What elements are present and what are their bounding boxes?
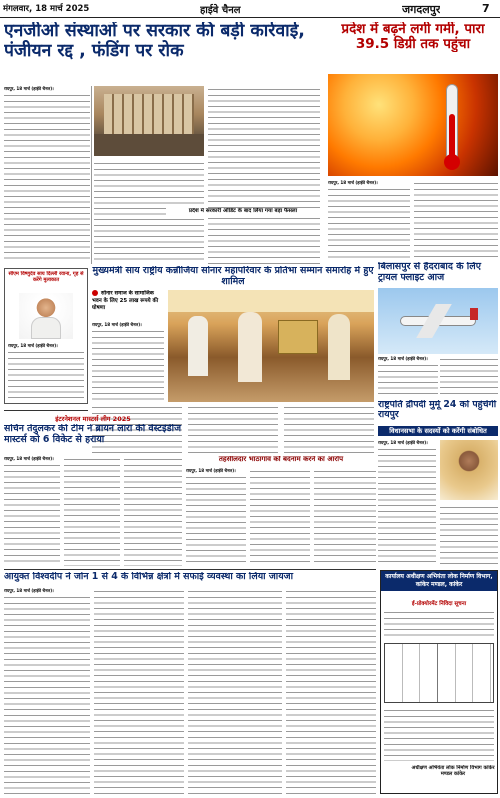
president-body-1 xyxy=(378,446,436,566)
lead-photo xyxy=(94,86,204,156)
lead-col-1 xyxy=(4,86,90,264)
mid-body-3 xyxy=(314,468,376,566)
bottom-col-4 xyxy=(286,588,376,794)
tender-notice xyxy=(380,570,498,794)
bottom-body-1 xyxy=(4,594,90,794)
heat-photo xyxy=(328,74,498,176)
page-number: 7 xyxy=(482,2,490,15)
cm-body-3 xyxy=(188,404,278,454)
lead-body-3 xyxy=(208,86,320,264)
mid-headline: तहसीलदार भाठागांव को बदनाम करने का आरोप xyxy=(218,456,344,463)
cm-lede-text: सोनार समाज के सामाजिक भवन के लिए 25 लाख रूपये की घोषणा xyxy=(92,290,159,311)
issue-date: मंगलवार, 18 मार्च 2025 xyxy=(3,4,90,14)
bottom-body-3 xyxy=(188,588,282,794)
mid-col-2 xyxy=(250,468,310,566)
mid-body-2 xyxy=(250,468,310,566)
cm-body-1 xyxy=(92,328,164,400)
flight-body-2 xyxy=(440,356,498,396)
flight-col-1 xyxy=(378,356,438,396)
portrait-body-text xyxy=(8,349,84,401)
president-subheadline: विधानसभा के सदस्यों को करेंगी संबोधित xyxy=(378,426,498,436)
notice-table xyxy=(384,643,494,703)
flight-col-2 xyxy=(440,356,498,396)
president-photo xyxy=(440,440,498,500)
president-dateline: रायपुर, 18 मार्च (हाईवे चैनल)। xyxy=(378,440,428,445)
heat-dateline: रायपुर, 18 मार्च (हाईवे चैनल)। xyxy=(328,180,378,185)
notice-title: कार्यालय अधीक्षण अभियंता लोक निर्माण विभाग, कांकेर मण्डल, कांकेर xyxy=(381,571,497,591)
cm-dateline: रायपुर, 18 मार्च (हाईवे चैनल)। xyxy=(92,322,142,327)
president-col-2 xyxy=(440,504,498,566)
heat-body-2 xyxy=(414,180,498,260)
notice-subtitle: ई-प्रोक्योरमेंट निविदा सूचना xyxy=(411,601,467,607)
lead-body-1 xyxy=(4,92,90,262)
bottom-dateline: रायपुर, 18 मार्च (हाईवे चैनल)। xyxy=(4,588,54,593)
divider xyxy=(4,410,88,411)
flight-dateline: रायपुर, 18 मार्च (हाईवे चैनल)। xyxy=(378,356,428,361)
flight-body-1 xyxy=(378,362,438,396)
heat-col-2 xyxy=(414,180,498,260)
notice-intro xyxy=(384,609,494,639)
cricket-col-1 xyxy=(4,456,60,566)
cm-headline: मुख्यमंत्री साय राष्ट्रीय कन्नौजिया सोनार महापरिवार के प्रतिभा सम्मान समारोह में हुए शामिल xyxy=(92,266,374,287)
heat-headline: प्रदेश में बढ़ने लगी गर्मी, पारा 39.5 डिग्री तक पहुंचा xyxy=(341,22,485,53)
president-body-2 xyxy=(440,504,498,566)
notice-terms xyxy=(384,707,494,761)
mid-col-1 xyxy=(186,468,246,566)
column-rule xyxy=(91,86,92,264)
heat-body-1 xyxy=(328,186,410,260)
lead-headline: एनजीओ संस्थाओं पर सरकार की बड़ी कार्रवाई, पंजीयन रद्द , फंडिंग पर रोक xyxy=(4,22,305,61)
paper-name: हाईवे चैनल xyxy=(200,5,241,16)
bottom-body-4 xyxy=(286,588,376,794)
bottom-col-3 xyxy=(188,588,282,794)
lead-dateline: रायपुर, 18 मार्च (हाईवे चैनल)। xyxy=(4,86,54,91)
cricket-col-2 xyxy=(64,456,120,566)
portrait-body xyxy=(8,343,84,401)
cm-photo xyxy=(168,290,374,402)
cm-col-1 xyxy=(92,322,164,400)
cricket-body-1 xyxy=(4,462,60,566)
president-col-1 xyxy=(378,440,436,566)
mid-body-1 xyxy=(186,474,246,566)
cm-body-4 xyxy=(284,404,374,454)
lead-inset-headline: प्रदेश में सरकारी ऑडिट के बाद लिया गया बड़ा फैसला xyxy=(166,208,320,215)
cricket-col-3 xyxy=(124,456,182,566)
bullet-icon xyxy=(92,290,98,296)
cricket-body-3 xyxy=(124,456,182,566)
mid-dateline: रायपुर, 18 मार्च (हाईवे चैनल)। xyxy=(186,468,236,473)
portrait-dateline: रायपुर, 18 मार्च (हाईवे चैनल)। xyxy=(8,343,58,348)
lead-col-3 xyxy=(208,86,320,264)
cricket-headline: सचिन तेंदुलकर की टीम ने ब्रायन लारा की वेस्टइंडीज मास्टर्स को 6 विकेट से हराया xyxy=(4,424,182,445)
masthead xyxy=(0,0,500,18)
heat-col-1 xyxy=(328,180,410,260)
bottom-col-1 xyxy=(4,588,90,794)
cricket-kicker: इंटरनेशनल मास्टर्स लीग 2025 xyxy=(55,415,131,423)
flight-headline: बिलासपुर से हैदराबाद के लिए ट्रायल फ्लाइट आज xyxy=(378,262,481,283)
bottom-headline: आयुक्त विश्वदीप ने जोन 1 से 4 के विभिन्न क्षेत्रों में सफाई व्यवस्था का लिया जायजा xyxy=(4,572,294,582)
cricket-dateline: रायपुर, 18 मार्च (हाईवे चैनल)। xyxy=(4,456,54,461)
notice-footer: अधीक्षण अभियंता लोक निर्माण विभाग कांकेर मण्डल कांकेर xyxy=(411,765,495,778)
portrait-caption: सीएम विष्णुदेव साय दिल्ली रवाना, गृह से करेंगे मुलाकात xyxy=(8,271,84,284)
edition-city: जगदलपुर xyxy=(402,3,441,16)
cm-lede xyxy=(92,290,164,320)
flight-photo xyxy=(378,288,498,354)
cricket-body-2 xyxy=(64,456,120,566)
portrait-box xyxy=(4,268,88,404)
bottom-col-2 xyxy=(94,588,184,794)
bottom-body-2 xyxy=(94,588,184,794)
portrait-photo xyxy=(19,293,73,339)
mid-col-3 xyxy=(314,468,376,566)
divider xyxy=(4,569,376,570)
president-headline: राष्ट्रपति द्रौपदी मुर्मू 24 को पहुंचेंगी रायपुर xyxy=(378,400,497,421)
